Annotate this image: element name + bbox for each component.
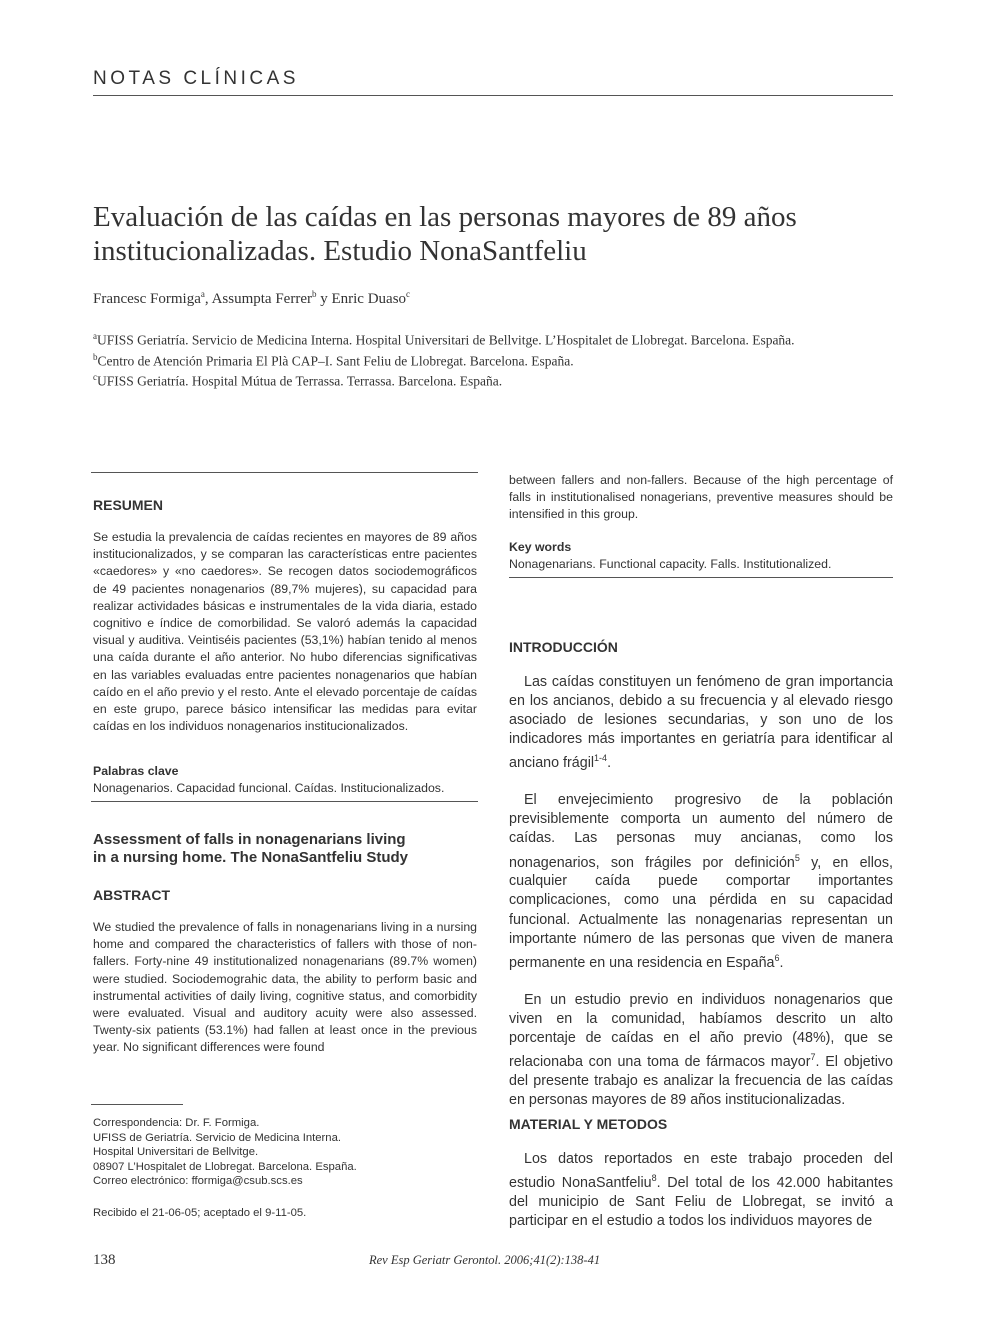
- reference-mark: 8: [651, 1173, 657, 1184]
- author-mark: c: [406, 289, 411, 299]
- reference-mark: 5: [794, 852, 800, 863]
- reference-mark: 1-4: [594, 753, 608, 764]
- affiliation: [93, 349, 913, 370]
- paragraph: En un estudio previo en individuos nonagenarios que viven en la comunidad, habíamos descrito un alto porcentaje de caídas en el año previo (48%), que se relacionaba con una toma de fármacos mayor$^7$. El objetivo del presente trabajo es analizar la frecuencia de las caídas en personas mayores de 89 años institucionalizadas.: [509, 991, 893, 1108]
- key-words: Nonagenarians. Functional capacity. Falls. Institutionalized.: [509, 557, 832, 571]
- author-mark: b: [311, 289, 317, 299]
- abstract-text-part-2: between fallers and non-fallers. Because of the high percentage of falls in institutionalised nonagerians, preventive measures should be intensified in this group.: [509, 473, 893, 522]
- reference-mark: 6: [774, 952, 780, 963]
- paragraph: El envejecimiento progresivo de la población previsiblemente comporta un aumento del número de caídas. Las personas muy ancianas, como los nonagenarios, son frágiles por definición$^5$ y, en ellos, cualquier caída puede comportar importantes complicaciones, como una pérdida en su capacidad funcional. Actualmente las nonagenarias representan un importante número de las personas que viven de manera permanente en una residencia en España$^6$.: [509, 792, 893, 971]
- page-number: 138: [93, 1252, 116, 1268]
- footnote-rule: [91, 1104, 183, 1105]
- affiliations: [93, 328, 913, 390]
- author-list: [93, 289, 410, 308]
- left-column-rule: [91, 472, 478, 473]
- header-rule: [93, 95, 893, 96]
- keywords-rule: [91, 801, 478, 802]
- metodos-text: [509, 1150, 893, 1249]
- affiliation-text: UFISS Geriatría. Servicio de Medicina Interna. Hospital Universitari de Bellvitge. L’Hospitalet de Llobregat. Barcelona. España.: [97, 332, 795, 348]
- resumen-text: Se estudia la prevalencia de caídas recientes en mayores de 89 años institucionalizados, y se comparan las características entre pacientes «caedores» y «no caedores». Se recogen datos sociodemográficos de 49 pacientes nonagenarios (89,7% mujeres), su capacidad para realizar actividades básicas e instrumentales de la vida diaria, estado cognitivo e índice de comorbilidad. Se valoró además la capacidad visual y auditiva. Veintiséis pacientes (53,1%) habían tenido al menos una caída durante el año anterior. No hubo diferencias significativas en las variables evaluadas entre pacientes nonagenarios que habían caído en el año previo y el resto. Ante el elevado porcentaje de caídas en este grupo, parece básico intensificar las medidas para evitar caídas en los individuos nonagenarios institucionalizados.: [93, 530, 477, 734]
- english-title: [93, 831, 477, 867]
- affiliation-mark: a: [93, 331, 97, 341]
- paragraph: Las caídas constituyen un fenómeno de gran importancia en los ancianos, debido a su frecuencia y al elevado riesgo asociado de lesiones secundarias, y son uno de los indicadores más importantes en geriatría para identificar al anciano frágil$^{1-4}$.: [509, 674, 893, 772]
- journal-citation: Rev Esp Geriatr Gerontol. 2006;41(2):138-41: [369, 1253, 601, 1267]
- right-keywords-rule: [509, 577, 893, 578]
- correspondence-line: 08907 L’Hospitalet de Llobregat. Barcelona. España.: [93, 1160, 357, 1173]
- correspondence: [93, 1116, 477, 1189]
- affiliation-text: UFISS Geriatría. Hospital Mútua de Terrassa. Terrassa. Barcelona. España.: [97, 373, 503, 389]
- affiliation-text: Centro de Atención Primaria El Plà CAP–I. Sant Feliu de Llobregat. Barcelona. España.: [97, 353, 574, 368]
- affiliation: [93, 328, 913, 349]
- title-line-1: Evaluación de las caídas en las personas mayores de 89 años: [93, 201, 797, 233]
- section-label: NOTAS CLÍNICAS: [93, 68, 299, 89]
- affiliation-mark: b: [93, 351, 98, 362]
- author-separator: y: [316, 291, 332, 307]
- english-title-line-2: in a nursing home. The NonaSantfeliu Study: [93, 849, 409, 866]
- reference-mark: 7: [810, 1051, 816, 1062]
- correspondence-line: UFISS de Geriatría. Servicio de Medicina Interna.: [93, 1131, 342, 1144]
- author-name: Enric Duaso: [331, 291, 407, 307]
- correspondence-email: Correo electrónico: fformiga@csub.scs.es: [93, 1175, 303, 1188]
- introduccion-text: [509, 673, 893, 1128]
- introduccion-heading: INTRODUCCIÓN: [509, 639, 618, 655]
- correspondence-line: Correspondencia: Dr. F. Formiga.: [93, 1117, 260, 1129]
- paragraph: Los datos reportados en este trabajo proceden del estudio NonaSantfeliu$^8$. Del total de los 42.000 habitantes del municipio de Sant Feliu de Llobregat, se invitó a participar en el estudio a todos los individuos mayores de: [509, 1151, 893, 1230]
- abstract-heading: ABSTRACT: [93, 887, 170, 903]
- received-date: Recibido el 21-06-05; aceptado el 9-11-05.: [93, 1207, 307, 1219]
- resumen-heading: RESUMEN: [93, 497, 164, 513]
- key-words-heading: Key words: [509, 540, 572, 554]
- palabras-clave: Nonagenarios. Capacidad funcional. Caídas. Institucionalizados.: [93, 781, 445, 795]
- english-title-line-1: Assessment of falls in nonagenarians living: [93, 831, 406, 848]
- affiliation-mark: c: [93, 372, 97, 382]
- author-mark: a: [200, 289, 205, 299]
- metodos-heading: MATERIAL Y METODOS: [509, 1116, 668, 1132]
- affiliation: [93, 369, 913, 390]
- author-name: Assumpta Ferrer: [211, 291, 312, 307]
- correspondence-line: Hospital Universitari de Bellvitge.: [93, 1146, 259, 1159]
- author-separator: ,: [204, 291, 212, 307]
- title-line-2: institucionalizadas. Estudio NonaSantfeliu: [93, 235, 587, 267]
- article-title: [93, 200, 893, 268]
- palabras-clave-heading: Palabras clave: [93, 764, 179, 778]
- abstract-text-part-1: We studied the prevalence of falls in nonagenarians living in a nursing home and compared the characteristics of fallers with those of non-fallers. Forty-nine 49 institutionalized nonagenarians (89.7% women) were studied. Sociodemograhic data, the ability to perform basic and instrumental activities of daily living, cognitive status, and comorbidity were evaluated. Visual and auditory acuity were also assessed. Twenty-six patients (53.1%) had fallen at least once in the previous year. No significant differences were found: [93, 920, 477, 1055]
- author-name: Francesc Formiga: [93, 291, 201, 307]
